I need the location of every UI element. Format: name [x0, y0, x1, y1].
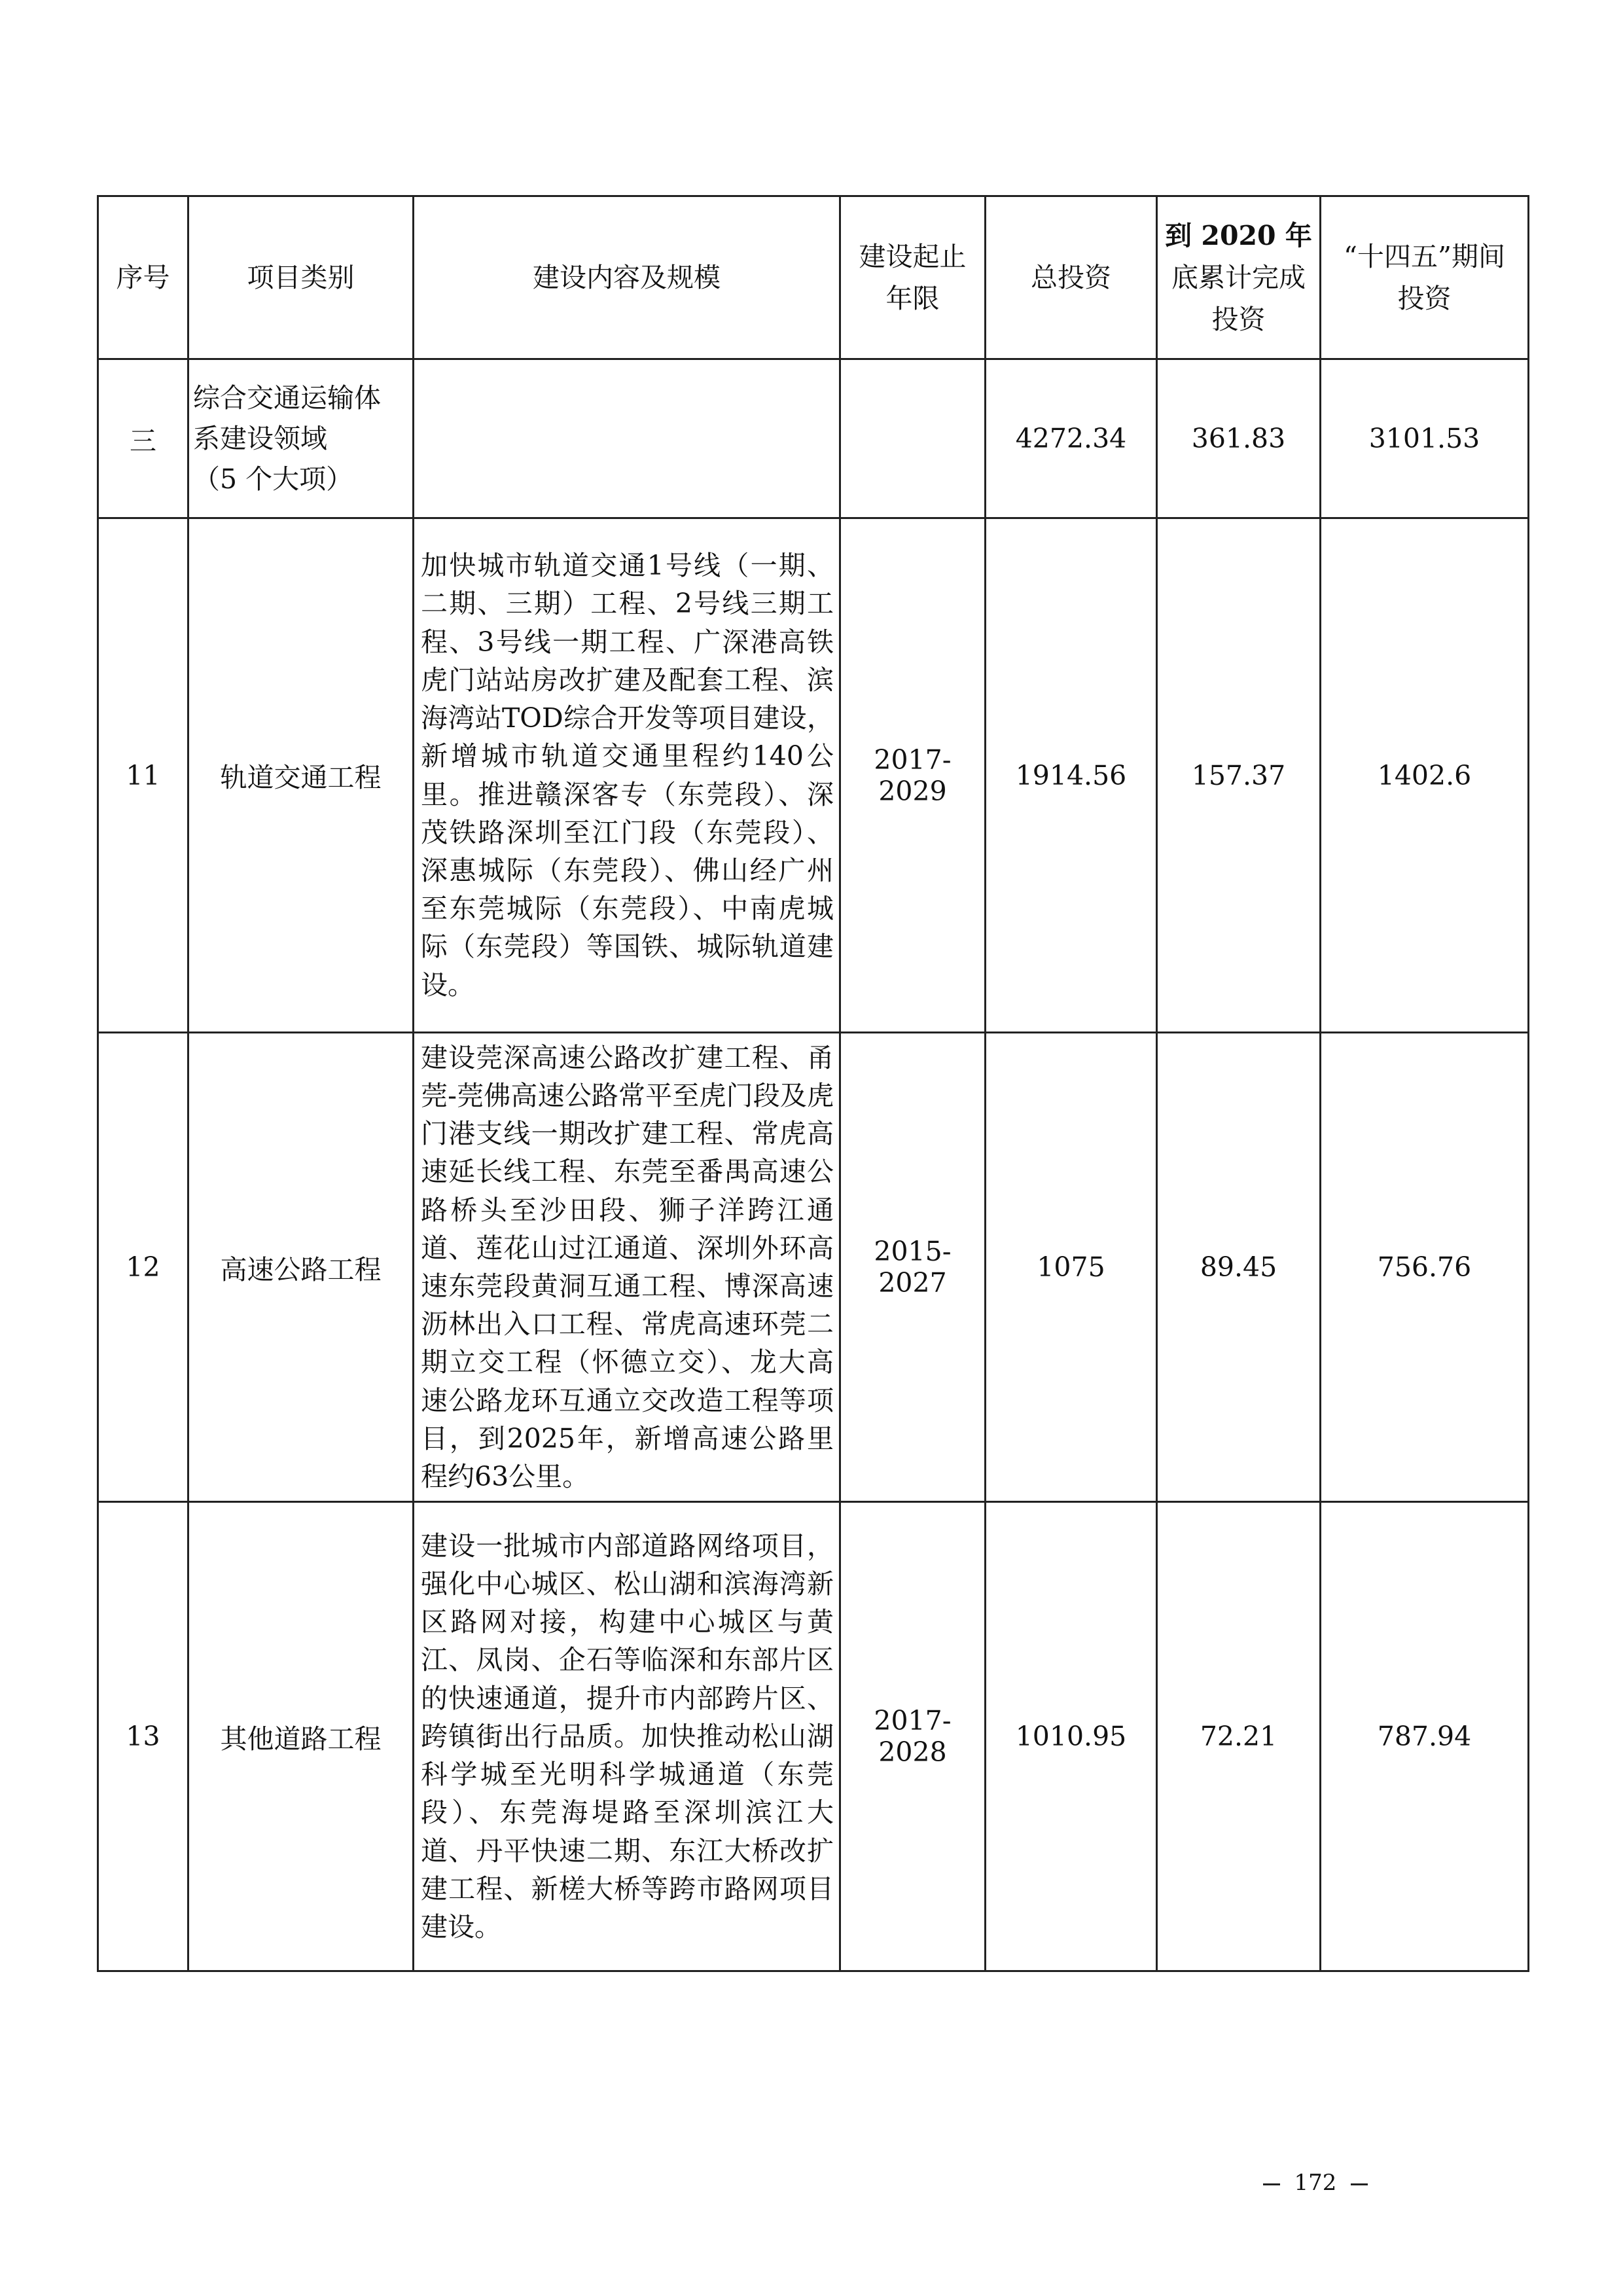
row-no: 11 — [98, 518, 188, 1033]
table-row — [98, 1502, 1529, 1971]
section-no: 三 — [98, 359, 188, 518]
row-category: 轨道交通工程 — [188, 518, 414, 1033]
header-total: 总投资 — [986, 196, 1157, 359]
investment-table — [97, 195, 1529, 1972]
header-plan145-line-1: “十四五”期间 — [1344, 241, 1505, 272]
row-content: 加快城市轨道交通1号线（一期、二期、三期）工程、2号线三期工程、3号线一期工程、广深港高铁虎门站站房改扩建及配套工程、滨海湾站TOD综合开发等项目建设，新增城市轨道交通里程约140公里。推进赣深客专（东莞段）、深茂铁路深圳至江门段（东莞段）、深惠城际（东莞段）、佛山经广州至东莞城际（东莞段）、中南虎城际（东莞段）等国铁、城际轨道建设。 — [414, 518, 840, 1033]
header-by2020-line-1: 到 2020 年 — [1165, 220, 1312, 251]
row-no: 13 — [98, 1502, 188, 1971]
page-footer — [1243, 2170, 1387, 2196]
section-by2020: 361.83 — [1157, 359, 1321, 518]
row-total: 1914.56 — [986, 518, 1157, 1033]
row-total: 1010.95 — [986, 1502, 1157, 1971]
table-header-row — [98, 196, 1529, 359]
table-row — [98, 518, 1529, 1033]
header-plan145-line-2: 投资 — [1397, 283, 1452, 314]
header-period-line-2: 年限 — [885, 283, 940, 314]
section-category-line-1: 综合交通运输体 — [193, 382, 381, 414]
row-period: 2017-2029 — [840, 518, 986, 1033]
row-category: 高速公路工程 — [188, 1033, 414, 1502]
row-plan145: 787.94 — [1321, 1502, 1529, 1971]
page-number: 172 — [1294, 2170, 1337, 2196]
footer-dash-right — [1351, 2183, 1368, 2185]
row-period: 2017-2028 — [840, 1502, 986, 1971]
section-content — [414, 359, 840, 518]
header-plan145 — [1321, 196, 1529, 359]
section-plan145: 3101.53 — [1321, 359, 1529, 518]
section-category-line-3: （5 个大项） — [193, 463, 353, 495]
section-row — [98, 359, 1529, 518]
section-period — [840, 359, 986, 518]
footer-dash-left — [1263, 2183, 1280, 2185]
row-total: 1075 — [986, 1033, 1157, 1502]
row-by2020: 157.37 — [1157, 518, 1321, 1033]
row-no: 12 — [98, 1033, 188, 1502]
row-plan145: 756.76 — [1321, 1033, 1529, 1502]
row-plan145: 1402.6 — [1321, 518, 1529, 1033]
row-by2020: 72.21 — [1157, 1502, 1321, 1971]
section-category — [188, 359, 414, 518]
header-no: 序号 — [98, 196, 188, 359]
header-category: 项目类别 — [188, 196, 414, 359]
section-category-line-2: 系建设领域 — [193, 423, 327, 454]
header-content: 建设内容及规模 — [414, 196, 840, 359]
header-by2020 — [1157, 196, 1321, 359]
section-total: 4272.34 — [986, 359, 1157, 518]
row-category: 其他道路工程 — [188, 1502, 414, 1971]
header-by2020-line-2: 底累计完成 — [1171, 262, 1306, 293]
row-period: 2015-2027 — [840, 1033, 986, 1502]
row-content: 建设一批城市内部道路网络项目，强化中心城区、松山湖和滨海湾新区路网对接，构建中心城区与黄江、凤岗、企石等临深和东部片区的快速通道，提升市内部跨片区、跨镇街出行品质。加快推动松山湖科学城至光明科学城通道（东莞段）、东莞海堤路至深圳滨江大道、丹平快速二期、东江大桥改扩建工程、新槎大桥等跨市路网项目建设。 — [414, 1502, 840, 1971]
row-content: 建设莞深高速公路改扩建工程、甬莞-莞佛高速公路常平至虎门段及虎门港支线一期改扩建工程、常虎高速延长线工程、东莞至番禺高速公路桥头至沙田段、狮子洋跨江通道、莲花山过江通道、深圳外环高速东莞段黄洞互通工程、博深高速沥林出入口工程、常虎高速环莞二期立交工程（怀德立交）、龙大高速公路龙环互通立交改造工程等项目，到2025年，新增高速公路里程约63公里。 — [414, 1033, 840, 1502]
header-period-line-1: 建设起止 — [859, 241, 967, 272]
row-by2020: 89.45 — [1157, 1033, 1321, 1502]
header-period — [840, 196, 986, 359]
header-by2020-line-3: 投资 — [1211, 304, 1266, 335]
table-row — [98, 1033, 1529, 1502]
